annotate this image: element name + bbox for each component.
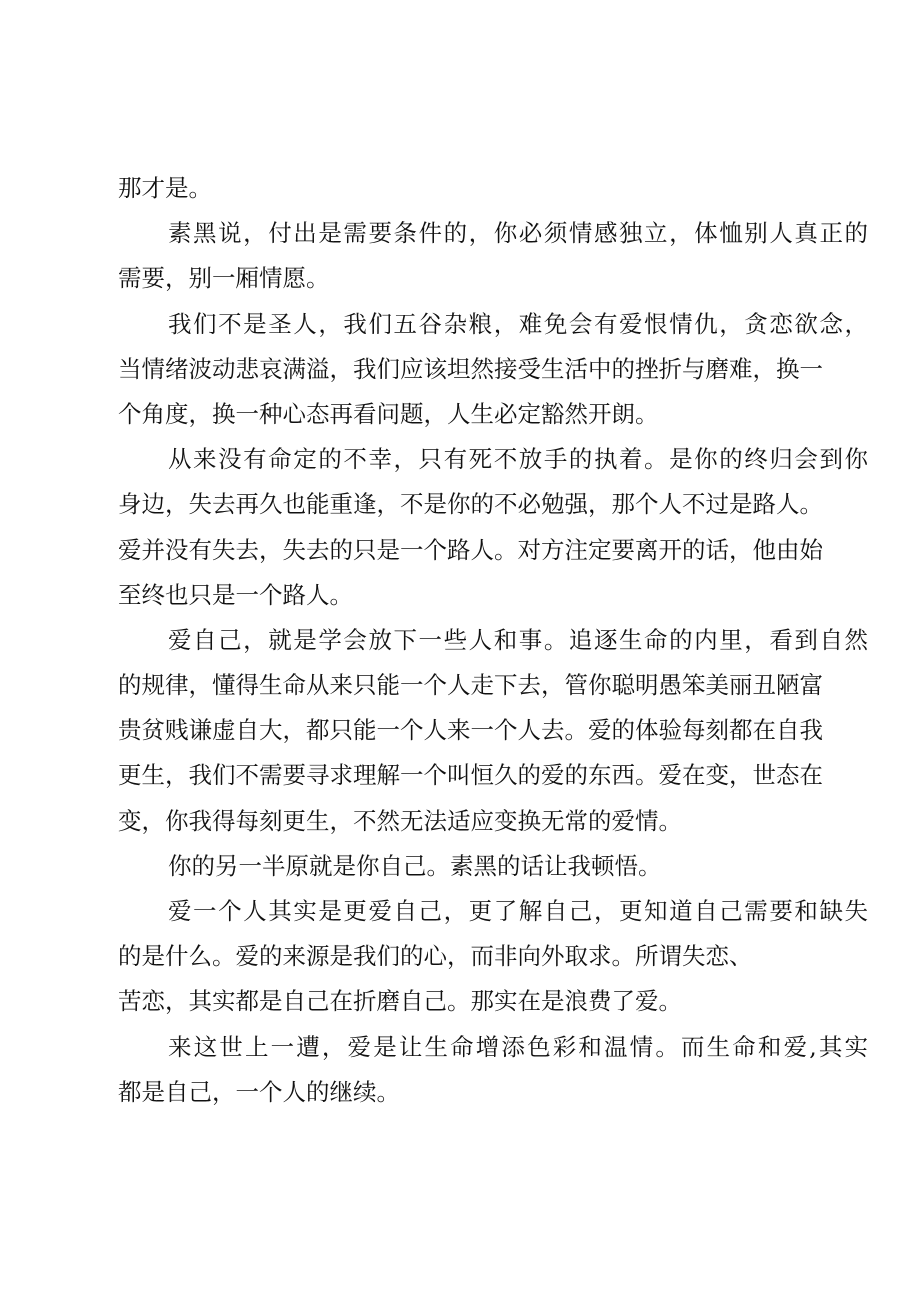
text-line: 身边，失去再久也能重逢，不是你的不必勉强，那个人不过是路人。 (118, 490, 823, 519)
body-text (118, 166, 868, 1115)
text-line: 爱自己，就是学会放下一些人和事。追逐生命的内里，看到自然 (168, 625, 868, 654)
text-line: 我们不是圣人，我们五谷杂粮，难免会有爱恨情仇，贪恋欲念， (168, 309, 868, 338)
text-line: 至终也只是一个路人。 (118, 580, 353, 609)
text-line: 爱一个人其实是更爱自己，更了解自己，更知道自己需要和缺失 (168, 897, 868, 925)
text-line: 贵贫贱谦虚自大，都只能一个人来一个人去。爱的体验每刻都在自我 (118, 716, 823, 745)
text-line: 当情绪波动悲哀满溢，我们应该坦然接受生活中的挫折与磨难，换一 (118, 354, 823, 383)
text-line: 那才是。 (118, 174, 212, 202)
text-line: 变，你我得每刻更生，不然无法适应变换无常的爱情。 (118, 806, 682, 835)
text-line: 来这世上一遭，爱是让生命增添色彩和温情。而生命和爱,其实 (168, 1032, 868, 1061)
text-line: 你的另一半原就是你自己。素黑的话让我顿悟。 (168, 851, 662, 880)
text-line: 的规律，懂得生命从来只能一个人走下去，管你聪明愚笨美丽丑陋富 (118, 671, 823, 700)
text-line: 需要，别一厢情愿。 (118, 264, 330, 293)
text-line: 素黑说，付出是需要条件的，你必须情感独立，体恤别人真正的 (168, 219, 868, 248)
text-line: 从来没有命定的不幸，只有死不放手的执着。是你的终归会到你 (168, 445, 868, 474)
text-line: 的是什么。爱的来源是我们的心，而非向外取求。所谓失恋、 (118, 942, 753, 971)
text-line: 都是自己，一个人的继续。 (118, 1077, 400, 1106)
text-line: 个角度，换一种心态再看问题，人生必定豁然开朗。 (118, 399, 659, 428)
text-line: 更生，我们不需要寻求理解一个叫恒久的爱的东西。爱在变，世态在 (118, 761, 823, 790)
text-line: 爱并没有失去，失去的只是一个路人。对方注定要离开的话，他由始 (118, 535, 823, 564)
text-line: 苦恋，其实都是自己在折磨自己。那实在是浪费了爱。 (118, 987, 682, 1016)
